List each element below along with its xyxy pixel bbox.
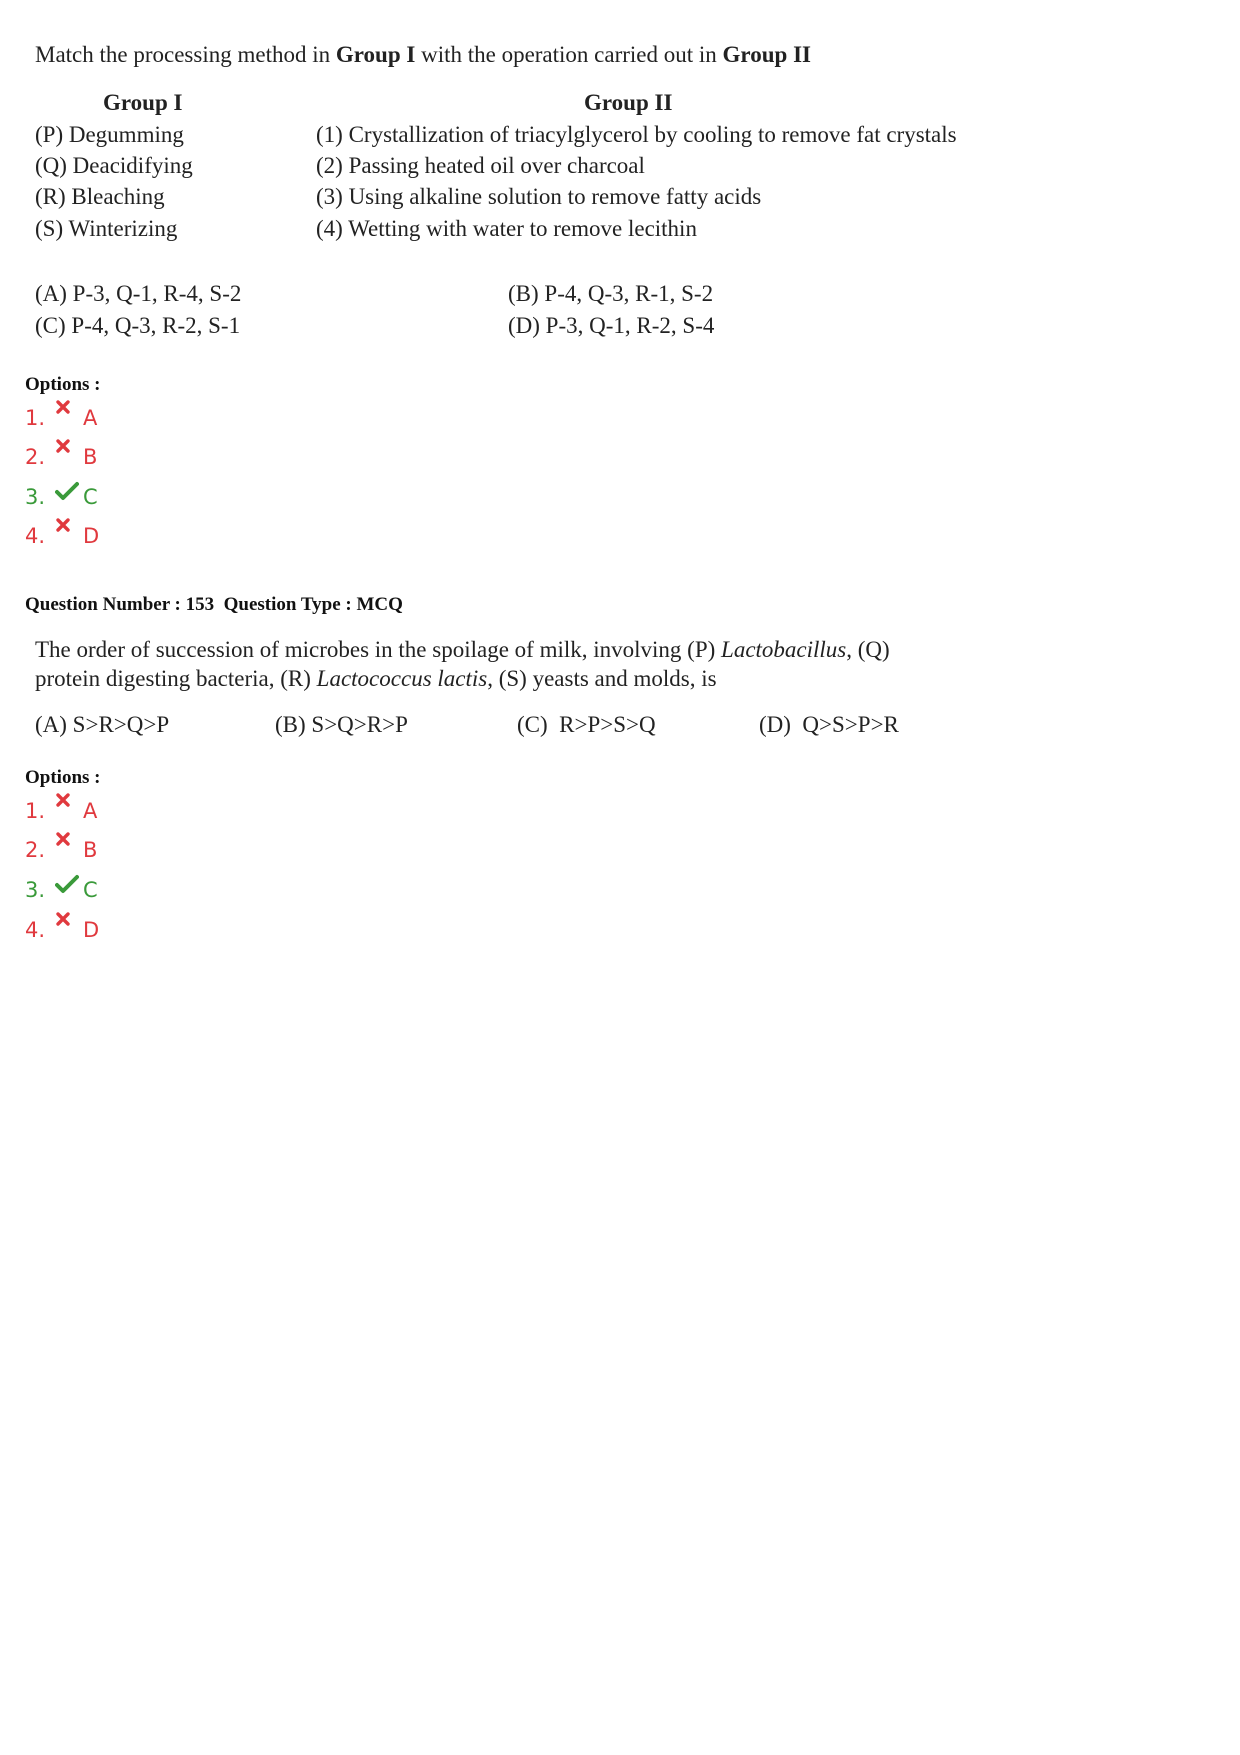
option-number: 1.	[25, 799, 46, 823]
answer-choice: (D) P-3, Q-1, R-2, S-4	[508, 313, 715, 338]
option-letter: C	[83, 878, 98, 902]
group2-item: (3) Using alkaline solution to remove fatty acids	[316, 184, 762, 209]
answer-choice: (A) S>R>Q>P	[35, 712, 170, 737]
stem-text: protein digesting bacteria, (R)	[35, 666, 317, 691]
option-letter: D	[83, 918, 100, 942]
cross-icon	[55, 514, 71, 538]
options-label: Options :	[25, 374, 101, 395]
check-icon	[55, 481, 79, 506]
group2-heading: Group II	[584, 90, 673, 115]
option-letter: B	[83, 445, 98, 469]
option-letter: B	[83, 838, 98, 862]
option-number: 3.	[25, 878, 46, 902]
option-number: 2.	[25, 838, 46, 862]
option-letter: C	[83, 485, 98, 509]
answer-choice: (C) R>P>S>Q	[517, 712, 656, 737]
cross-icon	[55, 828, 71, 852]
stem-italic: Lactococcus lactis	[316, 666, 488, 691]
option-number: 3.	[25, 485, 46, 509]
stem-bold-group2: Group II	[722, 42, 811, 67]
group2-item: (2) Passing heated oil over charcoal	[316, 153, 645, 178]
stem-text: , (S) yeasts and molds, is	[487, 666, 717, 691]
question-stem	[35, 637, 890, 663]
question-stem	[35, 42, 811, 68]
answer-choice: (A) P-3, Q-1, R-4, S-2	[35, 281, 242, 306]
group1-item: (Q) Deacidifying	[35, 153, 193, 178]
answer-choice: (B) S>Q>R>P	[275, 712, 408, 737]
options-label: Options :	[25, 767, 101, 788]
cross-icon	[55, 396, 71, 420]
group2-item: (1) Crystallization of triacylglycerol by cooling to remove fat crystals	[316, 122, 957, 147]
question-meta: Question Number : 153 Question Type : MCQ	[25, 594, 403, 615]
stem-text: , (Q)	[846, 637, 890, 662]
stem-italic: Lactobacillus	[721, 637, 847, 662]
option-number: 4.	[25, 524, 46, 548]
group1-heading: Group I	[103, 90, 183, 115]
stem-text-mid: with the operation carried out in	[415, 42, 723, 67]
option-letter: A	[83, 799, 98, 823]
option-letter: D	[83, 524, 100, 548]
option-letter: A	[83, 406, 98, 430]
check-icon	[55, 874, 79, 899]
answer-choice: (B) P-4, Q-3, R-1, S-2	[508, 281, 714, 306]
question-stem-line2	[35, 666, 717, 692]
option-number: 1.	[25, 406, 46, 430]
answer-choice: (C) P-4, Q-3, R-2, S-1	[35, 313, 241, 338]
stem-text: The order of succession of microbes in the spoilage of milk, involving (P)	[35, 637, 722, 662]
answer-choice: (D) Q>S>P>R	[759, 712, 899, 737]
option-number: 4.	[25, 918, 46, 942]
cross-icon	[55, 908, 71, 932]
group1-item: (P) Degumming	[35, 122, 184, 147]
stem-text: Match the processing method in	[35, 42, 336, 67]
cross-icon	[55, 435, 71, 459]
stem-bold-group1: Group I	[335, 42, 416, 67]
cross-icon	[55, 789, 71, 813]
group1-item: (S) Winterizing	[35, 216, 178, 241]
option-number: 2.	[25, 445, 46, 469]
group1-item: (R) Bleaching	[35, 184, 165, 209]
group2-item: (4) Wetting with water to remove lecithin	[316, 216, 697, 241]
